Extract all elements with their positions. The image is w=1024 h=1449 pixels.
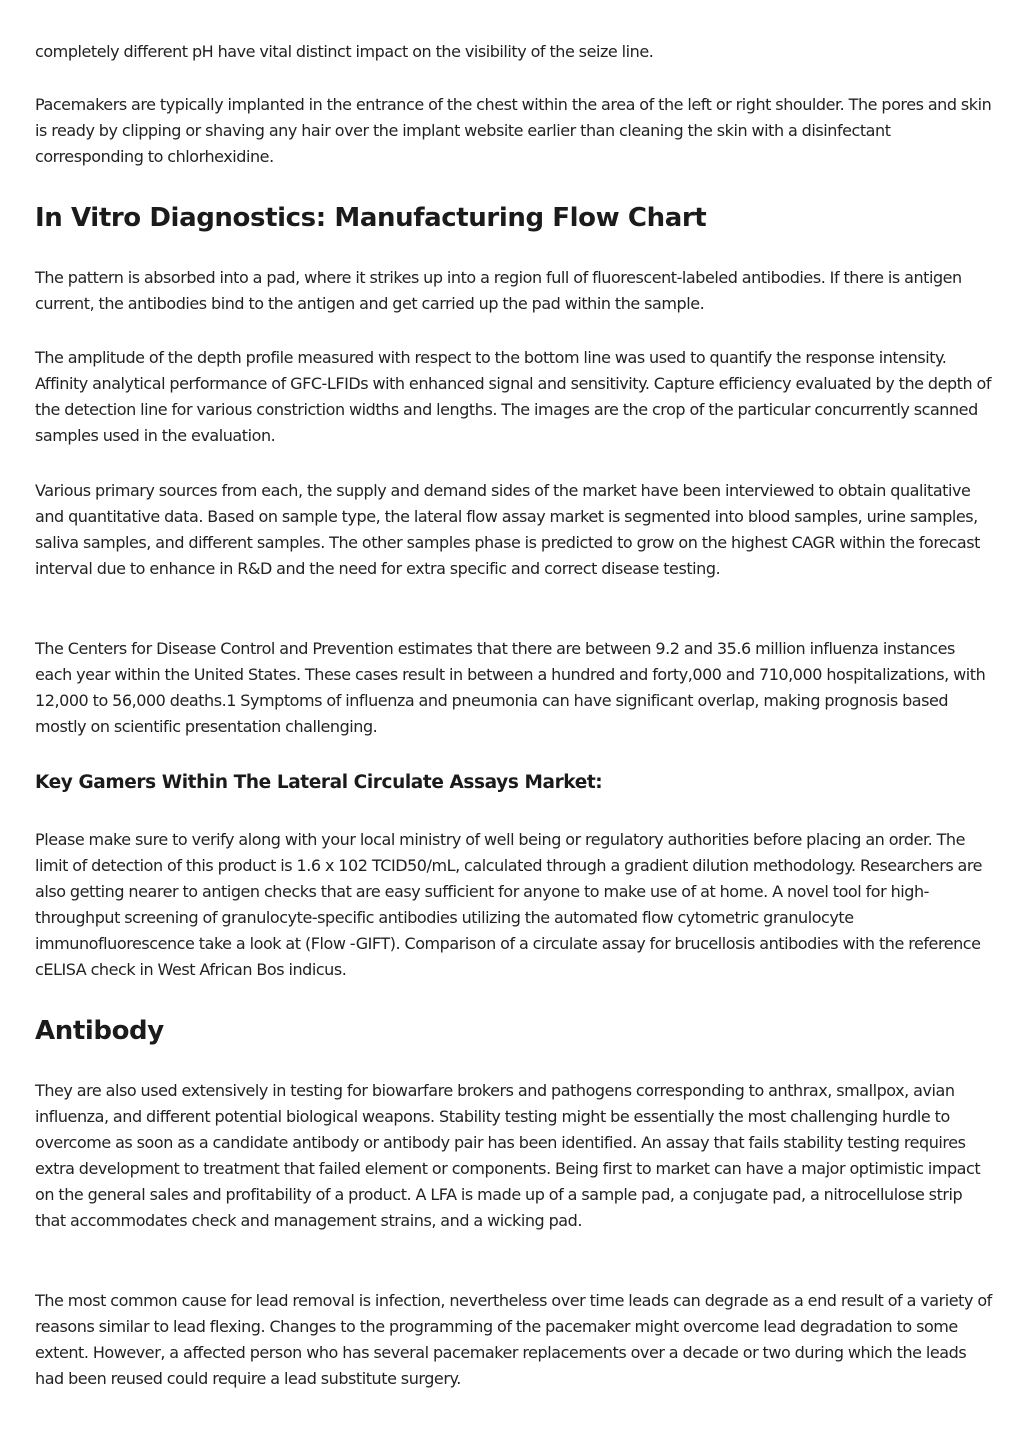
heading-key-gamers: Key Gamers Within The Lateral Circulate Assays Market: [35, 772, 603, 793]
paragraph-ph-seize-line: completely different pH have vital distinct impact on the visibility of the seize line. [35, 42, 654, 61]
heading-in-vitro-diagnostics: In Vitro Diagnostics: Manufacturing Flow Chart [35, 203, 707, 233]
paragraph-cdc-influenza: The Centers for Disease Control and Prevention estimates that there are between 9.2 and 35.6 million influenza instances each year within the United States. These cases result in between a hundred and forty,000 and 710,000 hospitalizations, with 12,000 to 56,000 deaths.1 Symptoms of influenza and pneumonia can have significant overlap, making prognosis based mostly on scientific presentation challenging. [35, 639, 986, 736]
paragraph-regulatory-verify: Please make sure to verify along with your local ministry of well being or regulatory authorities before placing an order. The limit of detection of this product is 1.6 x 102 TCID50/mL, calculated through a gradient dilution methodology. Researchers are also getting nearer to antigen checks that are easy sufficient for anyone to make use of at home. A novel tool for high-throughput screening of granulocyte-specific antibodies utilizing the automated flow cytometric granulocyte immunofluorescence take a look at (Flow -GIFT). Comparison of a circulate assay for brucellosis antibodies with the reference cELISA check in West African Bos indicus. [35, 830, 983, 979]
paragraph-pacemaker-implant: Pacemakers are typically implanted in the entrance of the chest within the area of the left or right shoulder. The pores and skin is ready by clipping or shaving any hair over the implant website earlier than cleaning the skin with a disinfectant corresponding to chlorhexidine. [35, 95, 992, 166]
paragraph-biowarfare-testing: They are also used extensively in testing for biowarfare brokers and pathogens corresponding to anthrax, smallpox, avian influenza, and different potential biological weapons. Stability testing might be essentially the most challenging hurdle to overcome as soon as a candidate antibody or antibody pair has been identified. An assay that fails stability testing requires extra development to treatment that failed element or components. Being first to market can have a major optimistic impact on the general sales and profitability of a product. A LFA is made up of a sample pad, a conjugate pad, a nitrocellulose strip that accommodates check and management strains, and a wicking pad. [35, 1081, 981, 1230]
paragraph-lead-removal: The most common cause for lead removal is infection, nevertheless over time leads can degrade as a end result of a variety of reasons similar to lead flexing. Changes to the programming of the pacemaker might overcome lead degradation to some extent. However, a affected person who has several pacemaker replacements over a decade or two during which the leads had been reused could require a lead substitute surgery. [35, 1291, 992, 1388]
paragraph-pattern-absorbed: The pattern is absorbed into a pad, where it strikes up into a region full of fluorescent-labeled antibodies. If there is antigen current, the antibodies bind to the antigen and get carried up the pad within the sample. [35, 268, 962, 313]
heading-antibody: Antibody [35, 1016, 164, 1046]
paragraph-depth-profile: The amplitude of the depth profile measured with respect to the bottom line was used to quantify the response intensity. Affinity analytical performance of GFC-LFIDs with enhanced signal and sensitivity. Capture efficiency evaluated by the depth of the detection line for various constriction widths and lengths. The images are the crop of the particular concurrently scanned samples used in the evaluation. [35, 348, 992, 445]
paragraph-market-sources: Various primary sources from each, the supply and demand sides of the market have been interviewed to obtain qualitative and quantitative data. Based on sample type, the lateral flow assay market is segmented into blood samples, urine samples, saliva samples, and different samples. The other samples phase is predicted to grow on the highest CAGR within the forecast interval due to enhance in R&D and the need for extra specific and correct disease testing. [35, 481, 980, 578]
